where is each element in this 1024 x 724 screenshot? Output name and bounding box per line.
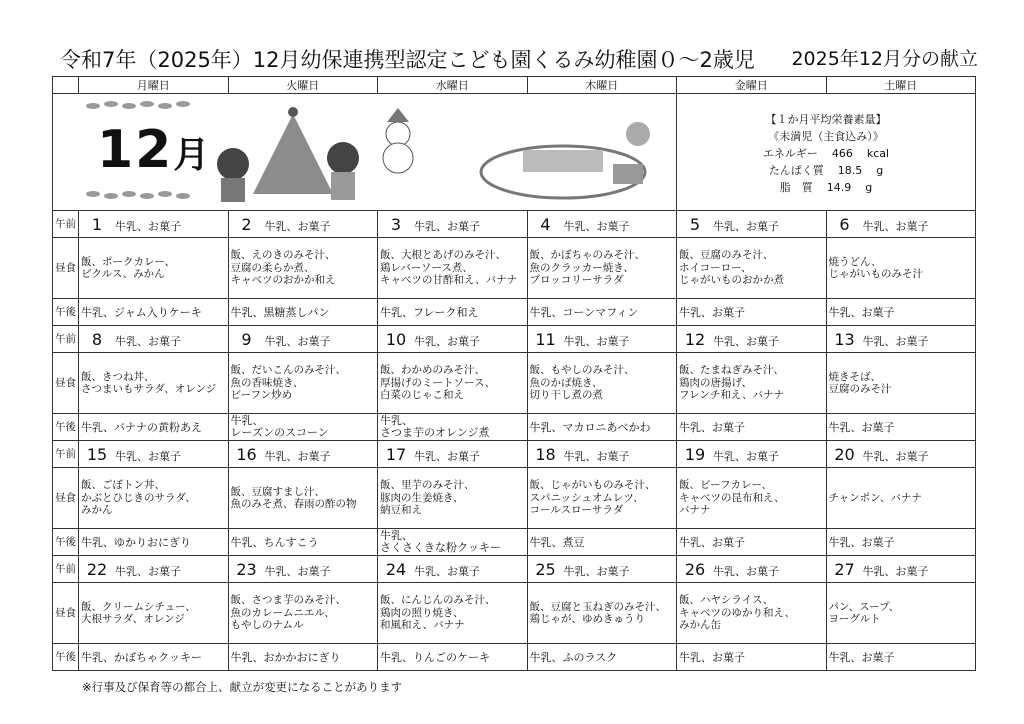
corner-cell xyxy=(53,77,79,94)
day-number: 16 xyxy=(236,444,257,464)
lunch-cell xyxy=(79,238,229,299)
am-snack: 牛乳、お菓子 xyxy=(713,219,779,233)
row-label: 午後 xyxy=(53,299,79,326)
lunch-cell xyxy=(378,353,528,414)
lunch-line: 飯、わかめのみそ汁、 xyxy=(380,364,485,377)
am-cell xyxy=(826,211,976,238)
lunch-line: 飯、たまねぎみそ汁、 xyxy=(679,364,784,377)
lunch-line: 鶏肉の唐揚げ、 xyxy=(679,376,753,389)
am-cell xyxy=(527,211,677,238)
pm-row xyxy=(53,414,976,441)
day-number: 13 xyxy=(834,329,855,349)
am-row xyxy=(53,441,976,468)
lunch-line: 飯、里芋のみそ汁、 xyxy=(380,479,475,492)
lunch-line: チャンポン、バナナ xyxy=(828,491,922,504)
lunch-cell xyxy=(378,468,528,529)
page-title: 令和7年（2025年）12月幼保連携型認定こども園くるみ幼稚園０～2歳児 xyxy=(60,48,755,72)
am-cell xyxy=(527,326,677,353)
day-number: 5 xyxy=(689,214,701,234)
row-label: 午前 xyxy=(53,326,79,353)
lunch-line: バナナ xyxy=(679,504,711,517)
pm-snack: 牛乳、お菓子 xyxy=(677,529,827,556)
day-number: 23 xyxy=(236,559,257,579)
pm-snack-line: 牛乳、 xyxy=(380,414,413,427)
lunch-cell xyxy=(826,353,976,414)
pm-snack: 牛乳、お菓子 xyxy=(826,644,976,671)
lunch-cell xyxy=(527,468,677,529)
pm-snack: 牛乳、かぼちゃクッキー xyxy=(79,644,229,671)
lunch-line: 和風和え、バナナ xyxy=(380,619,465,632)
am-cell xyxy=(527,441,677,468)
lunch-line: 飯、かぼちゃのみそ汁、 xyxy=(529,249,645,262)
row-label: 午前 xyxy=(53,556,79,583)
lunch-line: 飯、にんじんのみそ汁、 xyxy=(380,594,496,607)
lunch-cell xyxy=(527,353,677,414)
pm-snack: 牛乳、お菓子 xyxy=(677,644,827,671)
lunch-cell xyxy=(677,468,827,529)
am-snack: 牛乳、お菓子 xyxy=(713,564,779,578)
am-snack: 牛乳、お菓子 xyxy=(264,449,331,463)
nutrition-heading: 【１か月平均栄養素量】 xyxy=(765,112,887,126)
pm-cell xyxy=(378,414,528,441)
am-cell xyxy=(378,441,528,468)
lunch-line: 飯、豆腐と玉ねぎのみそ汁、 xyxy=(529,600,666,613)
pm-row xyxy=(53,299,976,326)
pm-snack: 牛乳、お菓子 xyxy=(677,299,827,326)
am-cell xyxy=(677,556,827,583)
am-cell xyxy=(677,326,827,353)
nutrition-row: エネルギー 466 kcal xyxy=(762,146,890,160)
am-cell xyxy=(228,556,378,583)
lunch-line: キャベツの甘酢和え、バナナ xyxy=(380,274,518,287)
lunch-line: 白菜のじゃこ和え xyxy=(380,389,464,402)
pm-snack: 牛乳、バナナの黄粉あえ xyxy=(79,414,229,441)
lunch-line: 大根サラダ、オレンジ xyxy=(81,613,185,625)
am-snack: 牛乳、お菓子 xyxy=(414,449,480,463)
lunch-line: 焼きそば、 xyxy=(828,370,881,383)
month-char: 月 xyxy=(173,135,212,176)
lunch-line: ヨーグルト xyxy=(828,613,881,625)
lunch-line: もやしのナムル xyxy=(230,619,304,632)
day-number: 11 xyxy=(535,329,556,349)
lunch-cell xyxy=(527,583,677,644)
am-cell xyxy=(79,441,229,468)
am-cell xyxy=(79,556,229,583)
nutrition-row: たんぱく質 18.5 g xyxy=(768,163,884,177)
day-header: 木曜日 xyxy=(527,77,677,94)
lunch-line: パン、スープ、 xyxy=(828,600,900,613)
pm-snack: 牛乳、お菓子 xyxy=(677,414,827,441)
pm-snack-line: 牛乳、 xyxy=(230,414,264,427)
am-cell xyxy=(228,326,378,353)
day-number: 20 xyxy=(834,444,855,464)
day-number: 24 xyxy=(385,559,407,579)
lunch-line: 豆腐のみそ汁 xyxy=(828,383,892,395)
day-number: 3 xyxy=(390,214,402,234)
day-number: 15 xyxy=(86,444,108,464)
lunch-line: 飯、さつま芋のみそ汁、 xyxy=(230,594,346,607)
row-label: 午後 xyxy=(53,529,79,556)
day-number: 22 xyxy=(86,559,108,579)
am-row xyxy=(53,556,976,583)
am-snack: 牛乳、お菓子 xyxy=(264,564,331,578)
lunch-line: 納豆和え xyxy=(380,504,422,517)
lunch-cell xyxy=(826,468,976,529)
am-snack: 牛乳、お菓子 xyxy=(115,564,181,578)
row-label: 昼食 xyxy=(53,238,79,299)
row-label: 午前 xyxy=(53,441,79,468)
pm-snack: 牛乳、ちんすこう xyxy=(228,529,378,556)
row-label: 昼食 xyxy=(53,353,79,414)
am-snack: 牛乳、お菓子 xyxy=(563,219,630,233)
lunch-line: 厚揚げのミートソース、 xyxy=(380,376,496,389)
lunch-cell xyxy=(826,583,976,644)
lunch-line: じゃがいものみそ汁 xyxy=(828,268,923,280)
am-cell xyxy=(527,556,677,583)
lunch-line: 豆腐の柔らか煮、 xyxy=(230,261,315,274)
footnote: ※行事及び保育等の都合上、献立が変更になることがあります xyxy=(82,680,403,694)
row-label: 昼食 xyxy=(53,583,79,644)
am-snack: 牛乳、お菓子 xyxy=(115,334,181,348)
am-cell xyxy=(826,441,976,468)
am-row xyxy=(53,211,976,238)
lunch-line: さつまいもサラダ、オレンジ xyxy=(81,383,217,395)
pm-snack: 牛乳、フレーク和え xyxy=(378,299,528,326)
am-cell xyxy=(79,211,229,238)
day-number: 10 xyxy=(385,329,407,349)
pm-snack: 牛乳、黒糖蒸しパン xyxy=(228,299,378,326)
pm-snack-line: 牛乳、 xyxy=(380,529,413,542)
am-cell xyxy=(378,556,528,583)
lunch-row xyxy=(53,583,976,644)
pm-cell xyxy=(228,414,378,441)
am-cell xyxy=(677,211,827,238)
lunch-line: 飯、もやしのみそ汁、 xyxy=(529,364,635,377)
lunch-line: かぶとひじきのサラダ、 xyxy=(81,491,196,504)
day-number: 27 xyxy=(834,559,855,579)
lunch-line: 飯、ポークカレー、 xyxy=(81,255,176,268)
am-snack: 牛乳、お菓子 xyxy=(414,564,480,578)
am-cell xyxy=(228,441,378,468)
am-snack: 牛乳、お菓子 xyxy=(264,334,331,348)
banner-row xyxy=(53,94,976,211)
lunch-line: 飯、豆腐すまし汁、 xyxy=(230,485,325,498)
lunch-line: スパニッシュオムレツ、 xyxy=(529,491,644,504)
lunch-line: みかん xyxy=(81,504,113,517)
day-header: 土曜日 xyxy=(826,77,976,94)
pm-row xyxy=(53,644,976,671)
lunch-cell xyxy=(228,353,378,414)
day-number: 17 xyxy=(385,444,407,464)
day-header: 金曜日 xyxy=(677,77,827,94)
lunch-cell xyxy=(228,468,378,529)
lunch-line: 魚のかば焼き、 xyxy=(529,376,603,389)
menu-table xyxy=(52,76,976,671)
day-header-row xyxy=(53,77,976,94)
row-label: 午後 xyxy=(53,414,79,441)
am-snack: 牛乳、お菓子 xyxy=(713,334,779,348)
day-number: 8 xyxy=(91,329,103,349)
lunch-cell xyxy=(228,583,378,644)
pm-snack-line: レーズンのスコーン xyxy=(230,426,329,439)
pm-snack-line: さくさくきな粉クッキー xyxy=(380,541,501,554)
weeks-body xyxy=(53,211,976,671)
day-number: 4 xyxy=(540,214,551,234)
pm-snack: 牛乳、マカロニあべかわ xyxy=(527,414,677,441)
lunch-line: 飯、きつね丼、 xyxy=(81,370,155,383)
am-snack: 牛乳、お菓子 xyxy=(563,564,630,578)
lunch-line: コールスローサラダ xyxy=(529,504,624,517)
day-number: 12 xyxy=(684,329,706,349)
lunch-cell xyxy=(527,238,677,299)
lunch-cell xyxy=(79,583,229,644)
day-header: 月曜日 xyxy=(79,77,229,94)
lunch-line: キャベツのおかか和え xyxy=(230,274,336,287)
lunch-line: フレンチ和え、バナナ xyxy=(679,389,784,402)
lunch-line: 切り干し煮の煮 xyxy=(529,389,603,402)
lunch-line: 飯、ビーフカレー、 xyxy=(679,479,773,492)
pm-snack: 牛乳、お菓子 xyxy=(826,529,976,556)
lunch-line: ホイコーロー、 xyxy=(679,261,752,274)
lunch-line: 鶏レバーソース煮、 xyxy=(380,261,473,274)
lunch-line: 飯、豆腐のみそ汁、 xyxy=(679,249,774,262)
lunch-line: 飯、だいこんのみそ汁、 xyxy=(230,364,346,377)
day-number: 6 xyxy=(839,214,850,234)
pm-snack: 牛乳、ジャム入りケーキ xyxy=(79,299,229,326)
pm-snack: 牛乳、りんごのケーキ xyxy=(378,644,528,671)
lunch-line: 魚のクラッカー焼き、 xyxy=(529,261,634,274)
row-label: 午前 xyxy=(53,211,79,238)
lunch-line: 飯、ハヤシライス、 xyxy=(679,594,774,607)
lunch-line: ピクルス、みかん xyxy=(81,268,165,280)
lunch-cell xyxy=(79,468,229,529)
lunch-line: 焼うどん、 xyxy=(828,255,882,268)
lunch-cell xyxy=(378,583,528,644)
lunch-line: みかん缶 xyxy=(679,619,721,632)
lunch-line: キャベツのゆかり和え、 xyxy=(679,606,796,619)
row-label: 昼食 xyxy=(53,468,79,529)
lunch-cell xyxy=(677,583,827,644)
lunch-line: 豚肉の生姜焼き、 xyxy=(380,491,464,504)
lunch-line: 飯、えのきのみそ汁、 xyxy=(230,249,336,262)
am-snack: 牛乳、お菓子 xyxy=(563,334,630,348)
lunch-cell xyxy=(826,238,976,299)
pm-snack-line: さつま芋のオレンジ煮 xyxy=(380,426,490,439)
am-cell xyxy=(826,556,976,583)
day-number: 9 xyxy=(241,329,252,349)
lunch-line: ブロッコリーサラダ xyxy=(529,274,624,287)
month-number: 12 xyxy=(97,120,174,180)
pm-snack: 牛乳、ゆかりおにぎり xyxy=(79,529,229,556)
am-cell xyxy=(378,326,528,353)
lunch-row xyxy=(53,238,976,299)
pm-cell xyxy=(378,529,528,556)
am-snack: 牛乳、お菓子 xyxy=(862,219,929,233)
am-cell xyxy=(378,211,528,238)
lunch-line: 飯、クリームシチュー、 xyxy=(81,600,196,613)
am-cell xyxy=(228,211,378,238)
am-snack: 牛乳、お菓子 xyxy=(264,219,331,233)
nutrition-subheading: 《未満児（主食込み）》 xyxy=(768,129,884,143)
am-snack: 牛乳、お菓子 xyxy=(713,449,779,463)
lunch-line: 鶏肉の照り焼き、 xyxy=(380,606,464,619)
lunch-line: キャベツの昆布和え、 xyxy=(679,491,785,504)
lunch-line: ビーフン炒め xyxy=(230,389,293,402)
lunch-row xyxy=(53,353,976,414)
day-number: 19 xyxy=(684,444,706,464)
decorative-banner xyxy=(53,94,677,211)
lunch-line: 魚のカレームニエル、 xyxy=(230,606,335,619)
pm-snack: 牛乳、煮豆 xyxy=(527,529,677,556)
pm-row xyxy=(53,529,976,556)
month-title xyxy=(97,120,211,180)
lunch-cell xyxy=(79,353,229,414)
am-snack: 牛乳、お菓子 xyxy=(115,219,181,233)
day-number: 25 xyxy=(535,559,556,579)
lunch-line: 魚のみそ煮、春雨の酢の物 xyxy=(230,498,357,510)
lunch-line: 飯、じゃがいものみそ汁、 xyxy=(529,479,656,492)
page-subtitle: 2025年12月分の献立 xyxy=(791,48,978,70)
lunch-cell xyxy=(677,238,827,299)
am-snack: 牛乳、お菓子 xyxy=(563,449,630,463)
lunch-cell xyxy=(228,238,378,299)
day-number: 1 xyxy=(91,214,103,234)
day-header: 水曜日 xyxy=(378,77,528,94)
nutrition-panel xyxy=(677,94,976,211)
am-snack: 牛乳、お菓子 xyxy=(414,219,480,233)
pm-snack: 牛乳、コーンマフィン xyxy=(527,299,677,326)
am-cell xyxy=(677,441,827,468)
lunch-line: 魚の香味焼き、 xyxy=(230,376,304,389)
lunch-cell xyxy=(677,353,827,414)
lunch-line: 鶏じゃが、ゆめきゅうり xyxy=(529,613,645,625)
am-snack: 牛乳、お菓子 xyxy=(115,449,181,463)
am-cell xyxy=(79,326,229,353)
lunch-line: じゃがいものおかか煮 xyxy=(679,274,784,287)
day-number: 26 xyxy=(684,559,706,579)
lunch-cell xyxy=(378,238,528,299)
pm-snack: 牛乳、ふのラスク xyxy=(527,644,677,671)
am-cell xyxy=(826,326,976,353)
pm-snack: 牛乳、おかかおにぎり xyxy=(228,644,378,671)
am-snack: 牛乳、お菓子 xyxy=(862,334,929,348)
lunch-row xyxy=(53,468,976,529)
am-snack: 牛乳、お菓子 xyxy=(414,334,480,348)
pm-snack: 牛乳、お菓子 xyxy=(826,414,976,441)
nutrition-row: 脂 質 14.9 g xyxy=(779,180,873,194)
am-snack: 牛乳、お菓子 xyxy=(862,564,929,578)
pm-snack: 牛乳、お菓子 xyxy=(826,299,976,326)
day-number: 2 xyxy=(241,214,252,234)
row-label: 午後 xyxy=(53,644,79,671)
am-row xyxy=(53,326,976,353)
lunch-line: 飯、大根とあげのみそ汁、 xyxy=(380,249,506,262)
day-number: 18 xyxy=(535,444,556,464)
am-snack: 牛乳、お菓子 xyxy=(862,449,929,463)
lunch-line: 飯、ごぼトン丼、 xyxy=(81,479,165,492)
day-header: 火曜日 xyxy=(228,77,378,94)
